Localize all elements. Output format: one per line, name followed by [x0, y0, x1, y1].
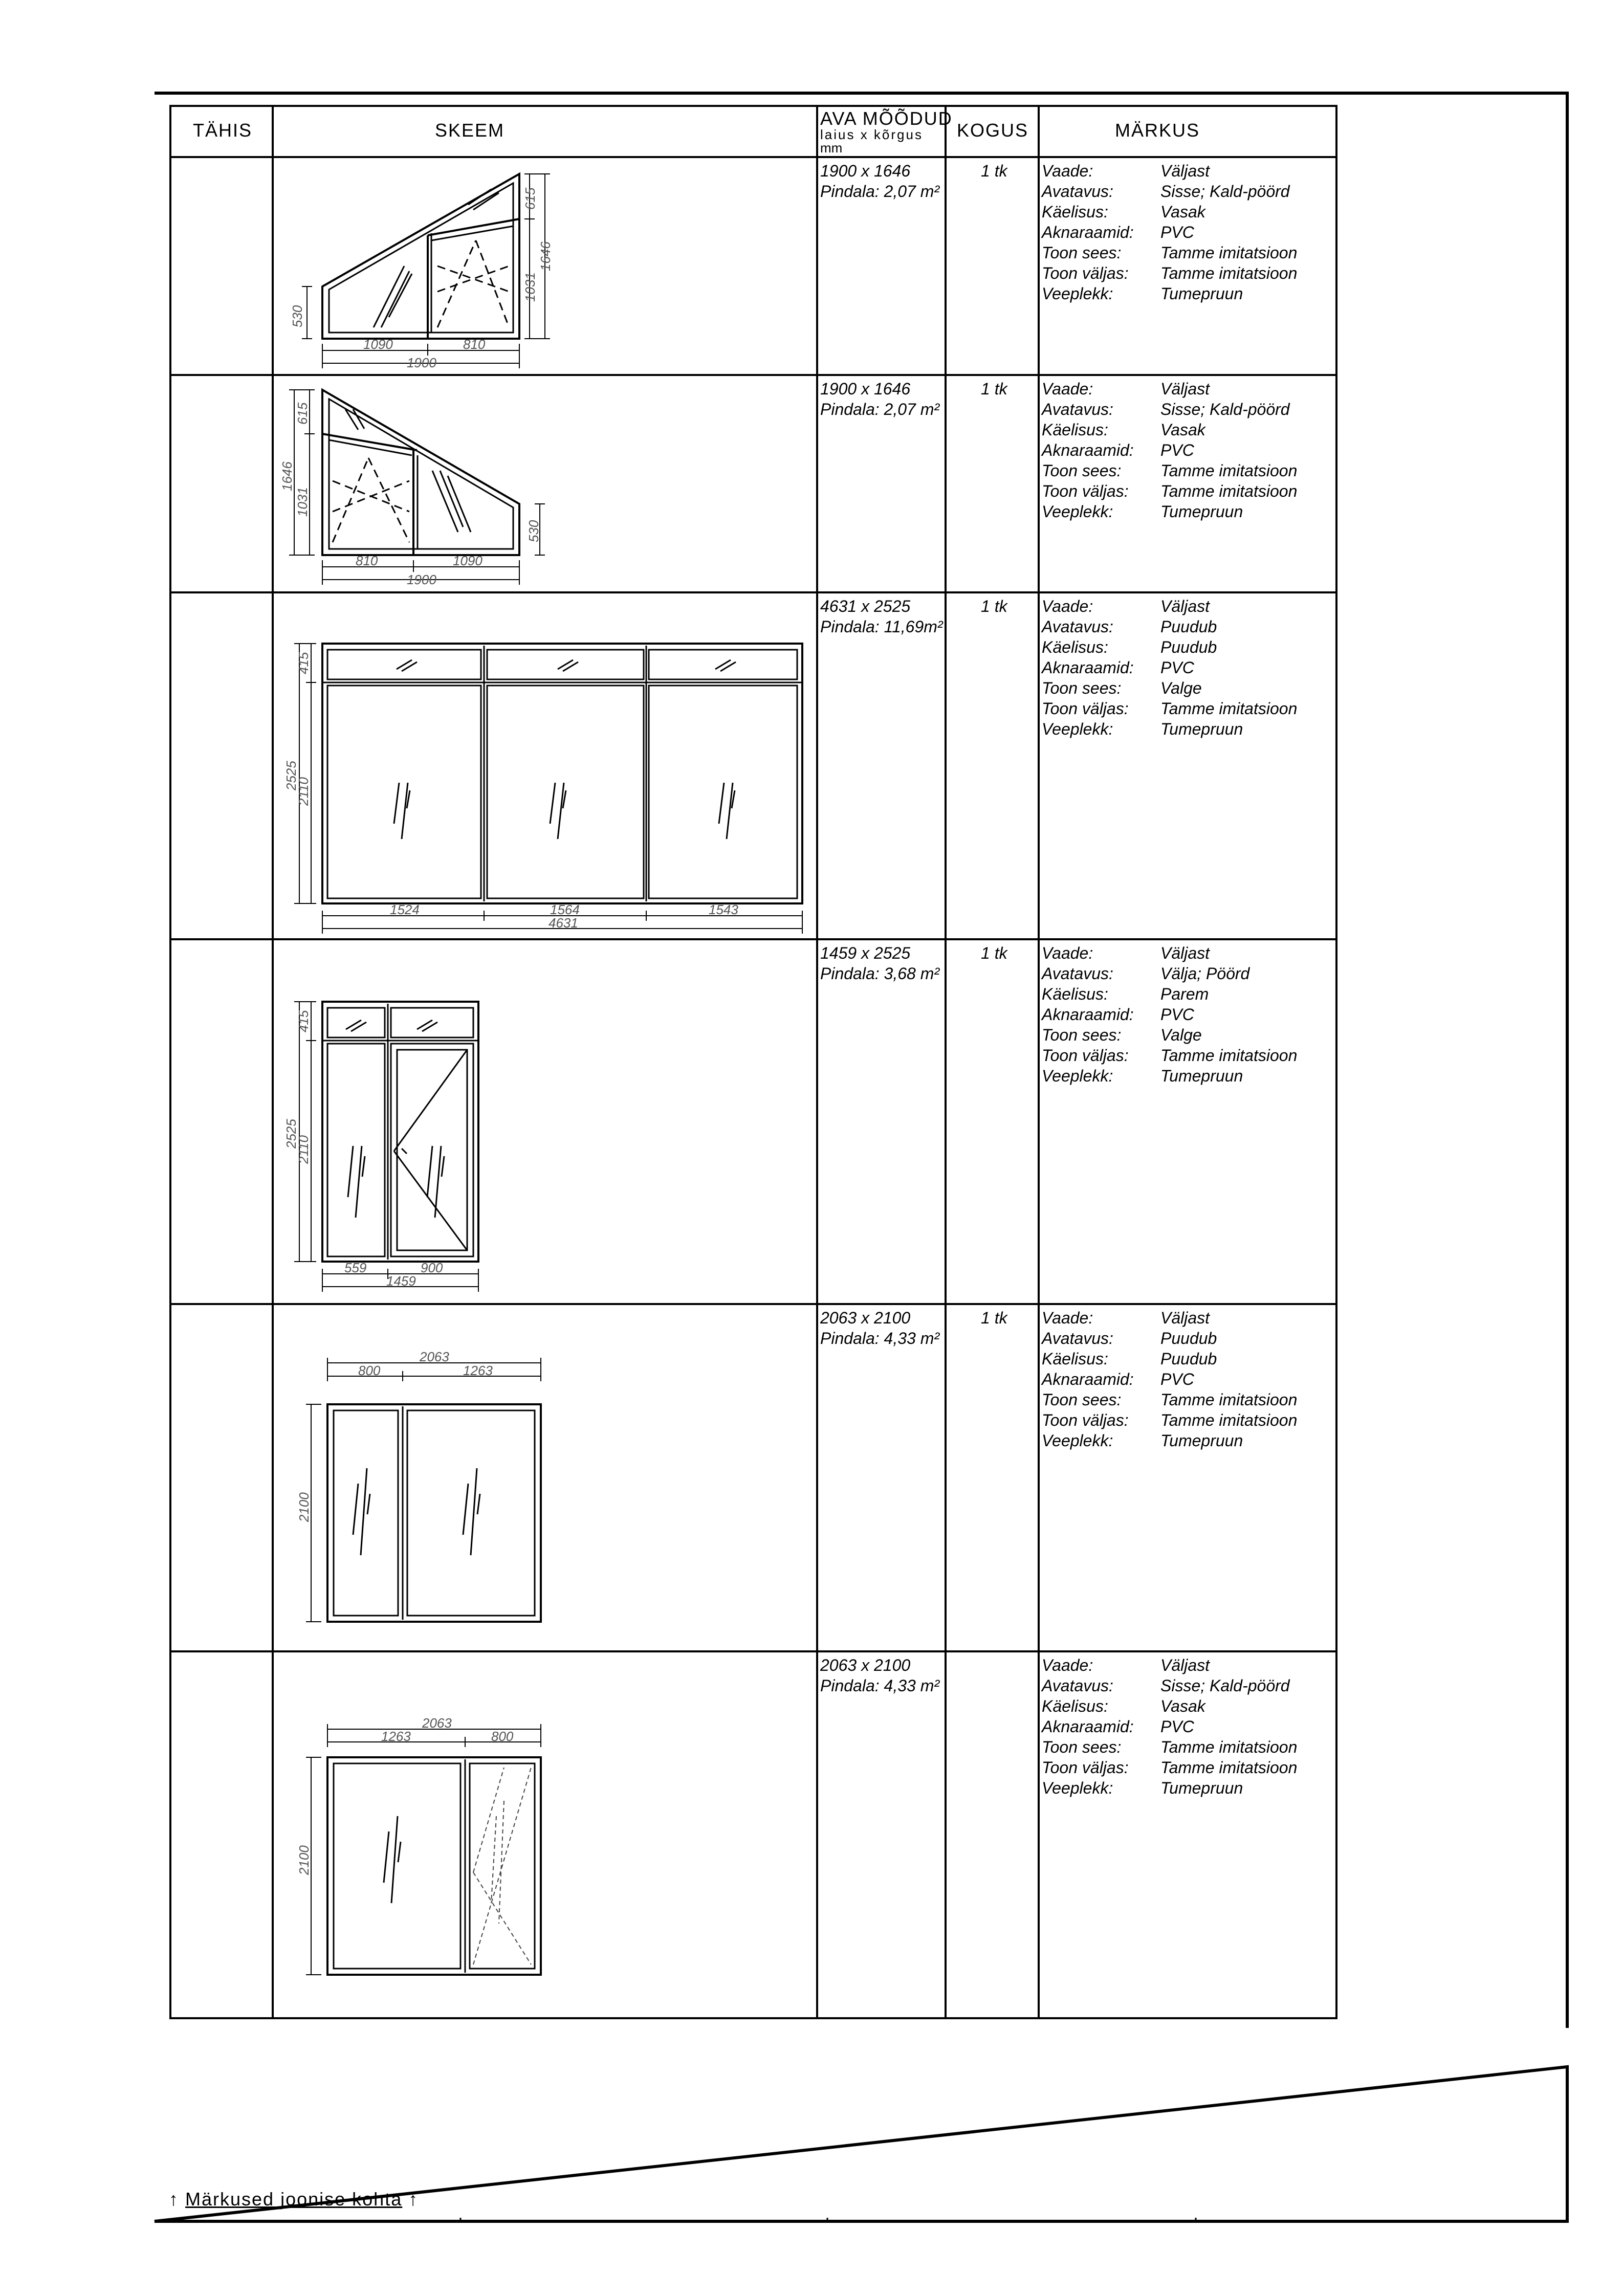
dim-label: 1031: [522, 272, 538, 302]
note-value: PVC: [1160, 1717, 1194, 1736]
note-value: Välja; Pöörd: [1160, 964, 1250, 983]
opening-size: 1459 x 2525: [820, 944, 911, 962]
note-value: Tamme imitatsioon: [1160, 699, 1298, 718]
header-laius-korgus: laius x kõrgus: [820, 127, 923, 142]
note-value: Tamme imitatsioon: [1160, 1758, 1298, 1777]
note-label: Toon väljas:: [1042, 699, 1129, 718]
note-value: Tamme imitatsioon: [1160, 1390, 1298, 1409]
opening-size: 2063 x 2100: [820, 1656, 911, 1674]
note-label: Veeplekk:: [1042, 1779, 1113, 1797]
note-label: Vaade:: [1042, 944, 1093, 962]
note-label: Käelisus:: [1042, 203, 1108, 221]
dim-label: 1646: [538, 241, 553, 271]
remarks-footer: [169, 2189, 419, 2210]
header-kogus: KOGUS: [956, 120, 1029, 141]
note-label: Aknaraamid:: [1042, 658, 1134, 677]
note-value: Väljast: [1160, 380, 1210, 398]
note-value: Väljast: [1160, 1656, 1210, 1674]
note-label: Vaade:: [1042, 1309, 1093, 1327]
note-value: PVC: [1160, 1005, 1194, 1024]
note-value: Puudub: [1160, 1329, 1217, 1348]
quantity: 1 tk: [981, 944, 1007, 962]
opening-area: Pindala: 2,07 m²: [820, 400, 940, 418]
note-value: Tamme imitatsioon: [1160, 482, 1298, 500]
note-label: Aknaraamid:: [1042, 1717, 1134, 1736]
note-label: Avatavus:: [1042, 617, 1113, 636]
note-label: Toon väljas:: [1042, 1411, 1129, 1429]
dim-label: 615: [522, 187, 538, 210]
window-schematic-3: [294, 644, 802, 934]
note-value: PVC: [1160, 441, 1194, 459]
opening-area: Pindala: 2,07 m²: [820, 182, 940, 201]
opening-area: Pindala: 4,33 m²: [820, 1676, 940, 1695]
note-value: Vasak: [1160, 1697, 1205, 1715]
note-value: Tumepruun: [1160, 1067, 1243, 1085]
note-label: Toon väljas:: [1042, 1046, 1129, 1065]
note-value: Tamme imitatsioon: [1160, 264, 1298, 282]
note-value: Tamme imitatsioon: [1160, 1411, 1298, 1429]
dim-label: 1263: [381, 1729, 411, 1744]
note-label: Käelisus:: [1042, 421, 1108, 439]
note-value: PVC: [1160, 1370, 1194, 1388]
row-3-text: [820, 597, 1297, 738]
note-value: Sisse; Kald-pöörd: [1160, 182, 1290, 201]
dim-label: 2110: [296, 777, 311, 806]
note-value: Tumepruun: [1160, 1431, 1243, 1450]
note-label: Toon sees:: [1042, 461, 1122, 480]
dim-label: 2063: [422, 1715, 452, 1731]
note-label: Toon sees:: [1042, 244, 1122, 262]
note-value: Sisse; Kald-pöörd: [1160, 1676, 1290, 1695]
note-value: PVC: [1160, 658, 1194, 677]
dim-label: 800: [358, 1363, 381, 1378]
window-schematic-2: [289, 390, 545, 585]
dim-label: 1263: [463, 1363, 493, 1378]
dim-label: 530: [290, 305, 305, 327]
dim-label: 415: [296, 652, 311, 674]
dim-label: 2063: [420, 1349, 449, 1364]
dim-label: 810: [356, 553, 378, 568]
note-value: Valge: [1160, 679, 1202, 697]
header-markus: MÄRKUS: [1114, 120, 1200, 141]
dim-label: 2100: [296, 1845, 312, 1875]
note-value: Puudub: [1160, 617, 1217, 636]
quantity: 1 tk: [981, 1309, 1007, 1327]
dim-label: 800: [491, 1729, 514, 1744]
note-label: Vaade:: [1042, 380, 1093, 398]
note-label: Avatavus:: [1042, 400, 1113, 418]
note-label: Toon sees:: [1042, 1738, 1122, 1756]
note-label: Aknaraamid:: [1042, 223, 1134, 241]
opening-area: Pindala: 3,68 m²: [820, 964, 940, 983]
header-skeem: SKEEM: [434, 120, 505, 141]
note-value: Valge: [1160, 1026, 1202, 1044]
dim-label: 1090: [453, 553, 482, 568]
note-label: Toon väljas:: [1042, 1758, 1129, 1777]
note-value: Puudub: [1160, 638, 1217, 656]
note-label: Avatavus:: [1042, 1676, 1113, 1695]
quantity: 1 tk: [981, 597, 1007, 615]
note-label: Toon väljas:: [1042, 482, 1129, 500]
note-value: Väljast: [1160, 597, 1210, 615]
header-tahis: TÄHIS: [192, 120, 253, 141]
dim-label: 1524: [390, 902, 420, 917]
note-value: Väljast: [1160, 944, 1210, 962]
note-label: Veeplekk:: [1042, 284, 1113, 303]
note-value: PVC: [1160, 223, 1194, 241]
header-ava-moodud: AVA MÕÕDUD: [820, 108, 953, 129]
note-value: Vasak: [1160, 203, 1205, 221]
dim-label: 2525: [283, 761, 299, 790]
note-label: Toon sees:: [1042, 1390, 1122, 1409]
note-label: Käelisus:: [1042, 1697, 1108, 1715]
note-value: Väljast: [1160, 162, 1210, 180]
quantity: 1 tk: [981, 380, 1007, 398]
dim-label: 1564: [550, 902, 580, 917]
dim-label: 900: [421, 1260, 443, 1275]
note-label: Veeplekk:: [1042, 720, 1113, 738]
dim-label: 415: [296, 1010, 311, 1032]
dim-label: 2100: [296, 1492, 312, 1522]
quantity: 1 tk: [981, 162, 1007, 180]
row-2-text: [820, 380, 1297, 521]
header-mm: mm: [820, 140, 843, 156]
note-label: Veeplekk:: [1042, 1431, 1113, 1450]
dim-label: 530: [526, 520, 541, 542]
dim-label: 615: [295, 402, 310, 425]
note-label: Vaade:: [1042, 1656, 1093, 1674]
window-schematic-1: [302, 174, 550, 368]
note-value: Tamme imitatsioon: [1160, 244, 1298, 262]
remarks-label: Märkused joonise kohta: [185, 2189, 403, 2210]
dim-label: 2525: [283, 1119, 299, 1149]
note-value: Parem: [1160, 985, 1209, 1003]
note-label: Toon sees:: [1042, 1026, 1122, 1044]
note-label: Vaade:: [1042, 597, 1093, 615]
dim-label: 2110: [296, 1135, 311, 1164]
window-schematic-4: [294, 1002, 478, 1292]
note-label: Aknaraamid:: [1042, 1005, 1134, 1024]
dim-label: 1900: [407, 572, 436, 587]
dim-label: 1090: [363, 337, 393, 352]
note-label: Avatavus:: [1042, 964, 1113, 983]
note-label: Käelisus:: [1042, 638, 1108, 656]
dim-label: 1543: [709, 902, 738, 917]
note-value: Puudub: [1160, 1350, 1217, 1368]
opening-area: Pindala: 11,69m²: [820, 617, 943, 636]
window-schematic-5: [306, 1358, 541, 1622]
note-value: Tamme imitatsioon: [1160, 1046, 1298, 1065]
row-4-text: [820, 944, 1297, 1085]
note-value: Sisse; Kald-pöörd: [1160, 400, 1290, 418]
row-6-text: [820, 1656, 1297, 1797]
arrow-up-icon: ↑: [169, 2189, 179, 2210]
note-value: Tamme imitatsioon: [1160, 461, 1298, 480]
row-1-text: [820, 162, 1297, 303]
note-value: Tamme imitatsioon: [1160, 1738, 1298, 1756]
dim-label: 559: [344, 1260, 367, 1275]
note-label: Käelisus:: [1042, 985, 1108, 1003]
note-label: Käelisus:: [1042, 1350, 1108, 1368]
note-label: Vaade:: [1042, 162, 1093, 180]
row-5-text: [820, 1309, 1297, 1450]
note-label: Veeplekk:: [1042, 1067, 1113, 1085]
note-value: Väljast: [1160, 1309, 1210, 1327]
dim-label: 1031: [295, 487, 310, 517]
note-label: Avatavus:: [1042, 182, 1113, 201]
note-value: Tumepruun: [1160, 1779, 1243, 1797]
dim-label: 4631: [549, 915, 578, 931]
note-label: Toon väljas:: [1042, 264, 1129, 282]
opening-size: 4631 x 2525: [820, 597, 911, 615]
note-value: Vasak: [1160, 421, 1205, 439]
opening-area: Pindala: 4,33 m²: [820, 1329, 940, 1348]
note-label: Aknaraamid:: [1042, 441, 1134, 459]
dim-label: 1459: [386, 1273, 416, 1289]
note-label: Toon sees:: [1042, 679, 1122, 697]
note-value: Tumepruun: [1160, 502, 1243, 521]
arrow-up-icon: ↑: [408, 2189, 419, 2210]
note-label: Aknaraamid:: [1042, 1370, 1134, 1388]
note-value: Tumepruun: [1160, 720, 1243, 738]
opening-size: 2063 x 2100: [820, 1309, 911, 1327]
window-schematic-6: [306, 1724, 541, 1975]
note-label: Avatavus:: [1042, 1329, 1113, 1348]
opening-size: 1900 x 1646: [820, 162, 911, 180]
dim-label: 1646: [279, 461, 295, 491]
dim-label: 810: [463, 337, 486, 352]
note-value: Tumepruun: [1160, 284, 1243, 303]
opening-size: 1900 x 1646: [820, 380, 911, 398]
note-label: Veeplekk:: [1042, 502, 1113, 521]
dim-label: 1900: [407, 355, 436, 370]
